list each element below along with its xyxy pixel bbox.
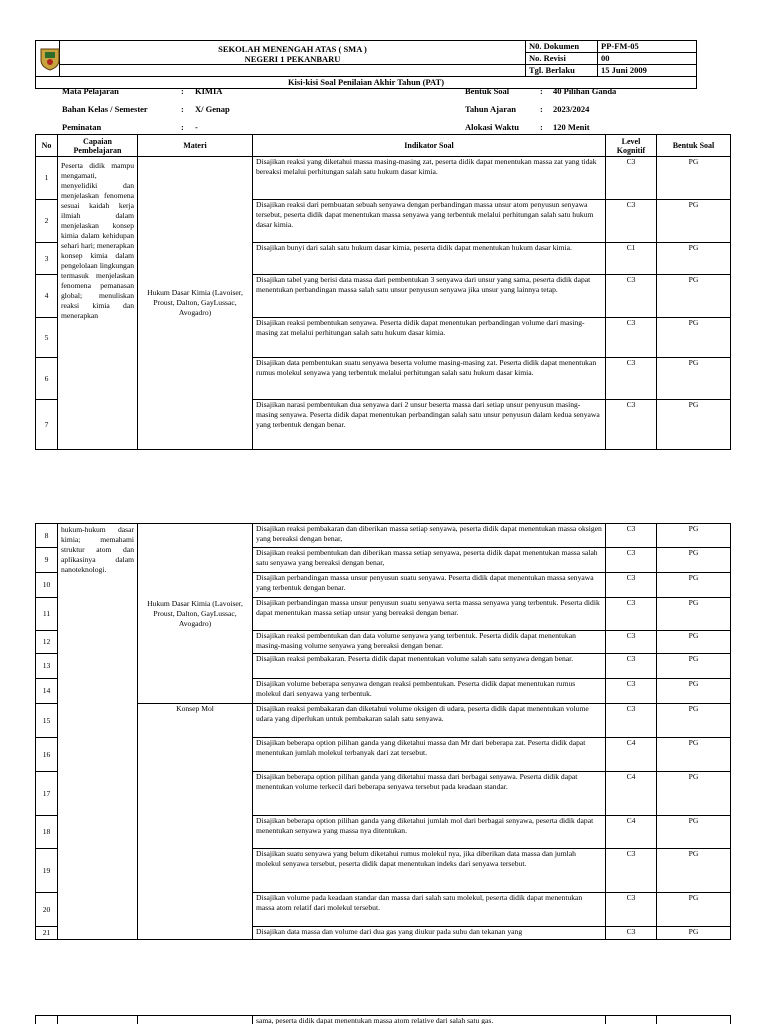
row-no: 21 xyxy=(36,927,58,940)
time-sep: : xyxy=(540,122,543,132)
level-value: C3 xyxy=(606,893,657,927)
bentuk-value: PG xyxy=(657,524,731,548)
row-no: 14 xyxy=(36,679,58,704)
grid-table-page-3 xyxy=(35,1015,731,1024)
level-value: C3 xyxy=(606,275,657,318)
bentuk-value: PG xyxy=(657,849,731,893)
row-no: 3 xyxy=(36,243,58,275)
level-value: C3 xyxy=(606,654,657,679)
page-1 xyxy=(0,0,768,470)
grid-table-page-2 xyxy=(35,523,731,940)
row-no: 1 xyxy=(36,157,58,200)
materi-konsep-mol: Konsep Mol xyxy=(138,704,253,940)
row-no: 17 xyxy=(36,772,58,816)
school-logo-cell xyxy=(36,41,60,77)
table-row xyxy=(36,1016,731,1024)
doc-no-value: PP-FM-05 xyxy=(598,41,697,53)
indikator-text: Disajikan volume beberapa senyawa dengan reaksi pembentukan. Peserta didik dapat menentukan rumus molekul dari senyawa yang terbentuk. xyxy=(253,679,606,704)
form-label: Bentuk Soal xyxy=(465,86,510,96)
row-no: 15 xyxy=(36,704,58,738)
bentuk-value: PG xyxy=(657,679,731,704)
table-row xyxy=(36,704,731,738)
row-no: 9 xyxy=(36,548,58,573)
row-no: 10 xyxy=(36,573,58,598)
time-value: 120 Menit xyxy=(553,122,590,132)
document-title: Kisi-kisi Soal Penilaian Akhir Tahun (PAT) xyxy=(36,77,697,89)
effective-date-value: 15 Juni 2009 xyxy=(598,65,697,77)
indikator-text: Disajikan beberapa option pilihan ganda yang diketahui massa dan Mr dari beberapa zat. Peserta didik dapat menentukan jumlah molekul terbanyak dari zat tersebut. xyxy=(253,738,606,772)
row-no: 16 xyxy=(36,738,58,772)
indikator-text: Disajikan reaksi pembentukan senyawa. Peserta didik dapat menentukan perbandingan volume dari masing-masing zat melalui perhitungan salah satu hukum dasar kimia. xyxy=(253,318,606,358)
level-value: C3 xyxy=(606,200,657,243)
level-value: C4 xyxy=(606,738,657,772)
school-logo-icon xyxy=(39,47,61,71)
level-value: C3 xyxy=(606,573,657,598)
level-value: C4 xyxy=(606,772,657,816)
subject-label: Mata Pelajaran xyxy=(62,86,119,96)
bentuk-value: PG xyxy=(657,772,731,816)
level-value: C3 xyxy=(606,631,657,654)
level-value: C3 xyxy=(606,318,657,358)
bentuk-value: PG xyxy=(657,400,731,450)
subject-sep: : xyxy=(181,86,184,96)
table-row xyxy=(36,157,731,200)
grid-table-page-1 xyxy=(35,134,731,450)
indikator-text: Disajikan beberapa option pilihan ganda yang diketahui massa dari berbagai senyawa. Peserta didik dapat menentukan volume terkecil dari beberapa senyawa tersebut pada keadaan standar. xyxy=(253,772,606,816)
bentuk-value: PG xyxy=(657,573,731,598)
indikator-text: Disajikan reaksi pembentukan dan data volume senyawa yang terbentuk. Peserta didik dapat menentukan masing-masing volume senyawa yang bereaksi dengan benar. xyxy=(253,631,606,654)
row-no: 2 xyxy=(36,200,58,243)
row-no: 5 xyxy=(36,318,58,358)
indikator-text: Disajikan reaksi dari pembuatan sebuah senyawa dengan perbandingan massa unsur atom penyusun senyawa tersebut, peserta didik dapat menentukan massa senyawa yang terbentuk melalui perhitungan salah satu hukum dasar kimia. xyxy=(253,200,606,243)
bentuk-value: PG xyxy=(657,275,731,318)
major-sep: : xyxy=(181,122,184,132)
bentuk-value: PG xyxy=(657,654,731,679)
indikator-text: Disajikan reaksi pembakaran dan diberikan massa setiap senyawa, peserta didik dapat menentukan massa oksigen yang bereaksi dengan benar, xyxy=(253,524,606,548)
level-value: C3 xyxy=(606,400,657,450)
bentuk-value: PG xyxy=(657,816,731,849)
indikator-text: Disajikan beberapa option pilihan ganda yang diketahui jumlah mol dari berbagai senyawa, peserta didik dapat menentukan senyawa yang massa nya ditentukan. xyxy=(253,816,606,849)
bentuk-value: PG xyxy=(657,318,731,358)
bentuk-value: PG xyxy=(657,548,731,573)
indikator-text: Disajikan perbandingan massa unsur penyusun suatu senyawa. Peserta didik dapat menentukan massa senyawa yang terbentuk dengan benar. xyxy=(253,573,606,598)
level-value: C3 xyxy=(606,927,657,940)
bentuk-value: PG xyxy=(657,157,731,200)
row-no: 18 xyxy=(36,816,58,849)
level-value: C1 xyxy=(606,243,657,275)
page-2 xyxy=(0,516,768,956)
indikator-text: Disajikan reaksi pembakaran. Peserta didik dapat menentukan volume salah satu senyawa dengan benar. xyxy=(253,654,606,679)
indikator-text: Disajikan data massa dan volume dari dua gas yang diukur pada suhu dan tekanan yang xyxy=(253,927,606,940)
revision-label: No. Revisi xyxy=(526,53,598,65)
class-value: X/ Genap xyxy=(195,104,230,114)
year-value: 2023/2024 xyxy=(553,104,590,114)
level-value: C3 xyxy=(606,548,657,573)
row-no: 6 xyxy=(36,358,58,400)
indikator-text: Disajikan data pembentukan suatu senyawa beserta volume masing-masing zat. Peserta didik dapat menentukan rumus molekul senyawa yang terbentuk melalui perhitungan salah satu hukum dasar kimia. xyxy=(253,358,606,400)
indikator-text: Disajikan volume pada keadaan standar dan massa dari salah satu molekul, peserta didik dapat menentukan massa atom relatif dari molekul tersebut. xyxy=(253,893,606,927)
indikator-text: Disajikan bunyi dari salah satu hukum dasar kimia, peserta didik dapat menentukan hukum dasar kimia. xyxy=(253,243,606,275)
indikator-text: Disajikan perbandingan massa unsur penyusun suatu senyawa serta massa senyawa yang terbentuk. Peserta didik dapat menentukan massa setiap unsur yang bereaksi dengan benar. xyxy=(253,598,606,631)
level-value: C3 xyxy=(606,704,657,738)
col-level: Level Kognitif xyxy=(606,135,657,157)
bentuk-value: PG xyxy=(657,927,731,940)
materi-hukum-dasar: Hukum Dasar Kimia (Lavoiser, Proust, Dalton, GayLussac, Avogadro) xyxy=(138,524,253,704)
learning-outcome: Peserta didik mampu mengamati, menyelidiki dan menjelaskan fenomena sesuai kaidah kerja ilmiah dalam menjelaskan konsep kimia dalam kehidupan sehari hari; menerapkan konsep kimia dalam pengelolaan lingkungan termasuk menjelaskan fenomena pemanasan global; menuliskan reaksi kimia dan menerapkan xyxy=(58,157,138,450)
level-value: C3 xyxy=(606,524,657,548)
form-sep: : xyxy=(540,86,543,96)
bentuk-value: PG xyxy=(657,200,731,243)
materi-hukum-dasar: Hukum Dasar Kimia (Lavoiser, Proust, Dalton, GayLussac, Avogadro) xyxy=(138,157,253,450)
bentuk-value: PG xyxy=(657,598,731,631)
bentuk-value: PG xyxy=(657,243,731,275)
level-value: C3 xyxy=(606,358,657,400)
row-no: 8 xyxy=(36,524,58,548)
time-label: Alokasi Waktu xyxy=(465,122,519,132)
level-value: C3 xyxy=(606,598,657,631)
class-label: Bahan Kelas / Semester xyxy=(62,104,148,114)
bentuk-value: PG xyxy=(657,631,731,654)
indikator-text: Disajikan reaksi yang diketahui massa masing-masing zat, peserta didik dapat menentukan massa zat yang tidak bereaksi melalui perhitungan salah satu hukum dasar kimia. xyxy=(253,157,606,200)
school-name: SEKOLAH MENENGAH ATAS ( SMA ) xyxy=(218,44,367,54)
row-no: 4 xyxy=(36,275,58,318)
indikator-text: Disajikan tabel yang berisi data massa dari pembentukan 3 senyawa dari unsur yang sama, peserta didik dapat menentukan perbandingan massa salah satu unsur penyusun senyawa jika unsur yang lainnya tetap. xyxy=(253,275,606,318)
indikator-text: sama, peserta didik dapat menentukan massa atom relative dari salah satu gas. xyxy=(253,1016,606,1024)
indikator-text: Disajikan suatu senyawa yang belum diketahui rumus molekul nya, jika diberikan data massa dan jumlah molekul senyawa tersebut, peserta didik dapat menentukan indeks dari senyawa tersebut. xyxy=(253,849,606,893)
bentuk-value: PG xyxy=(657,893,731,927)
bentuk-value: PG xyxy=(657,358,731,400)
table-row xyxy=(36,524,731,548)
level-value: C3 xyxy=(606,157,657,200)
major-value: - xyxy=(195,122,198,132)
bentuk-value: PG xyxy=(657,738,731,772)
learning-outcome-continued: hukum-hukum dasar kimia; memahami struktur atom dan aplikasinya dalam nanoteknologi. xyxy=(58,524,138,940)
school-branch: NEGERI 1 PEKANBARU xyxy=(244,54,341,64)
major-label: Peminatan xyxy=(62,122,102,132)
indikator-text: Disajikan narasi pembentukan dua senyawa dari 2 unsur beserta massa dari setiap unsur penyusun masing-masing senyawa. Peserta didik dapat menentukan perbandingan salah satu unsur penyusun dalam kedua senyawa yang terbentuk dengan benar. xyxy=(253,400,606,450)
row-no: 11 xyxy=(36,598,58,631)
revision-value: 00 xyxy=(598,53,697,65)
subject-value: KIMIA xyxy=(195,86,223,96)
level-value: C4 xyxy=(606,816,657,849)
row-no: 19 xyxy=(36,849,58,893)
school-name-cell xyxy=(60,41,526,65)
year-sep: : xyxy=(540,104,543,114)
col-materi: Materi xyxy=(138,135,253,157)
row-no: 12 xyxy=(36,631,58,654)
row-no: 20 xyxy=(36,893,58,927)
indikator-text: Disajikan reaksi pembakaran dan diketahui volume oksigen di udara, peserta didik dapat menentukan volume udara yang diperlukan untuk pembakaran salah satu senyawa. xyxy=(253,704,606,738)
year-label: Tahun Ajaran xyxy=(465,104,516,114)
document-header xyxy=(35,40,697,89)
row-no: 13 xyxy=(36,654,58,679)
col-bentuk: Bentuk Soal xyxy=(657,135,731,157)
form-value: 40 Pilihan Ganda xyxy=(553,86,617,96)
class-sep: : xyxy=(181,104,184,114)
page-3 xyxy=(0,1010,768,1024)
col-indikator: Indikator Soal xyxy=(253,135,606,157)
col-no: No xyxy=(36,135,58,157)
level-value: C3 xyxy=(606,679,657,704)
level-value: C3 xyxy=(606,849,657,893)
row-no: 7 xyxy=(36,400,58,450)
col-cp: Capaian Pembelajaran xyxy=(58,135,138,157)
bentuk-value: PG xyxy=(657,704,731,738)
indikator-text: Disajikan reaksi pembentukan dan diberikan massa setiap senyawa, peserta didik dapat menentukan massa salah satu senyawa yang bereaksi dengan benar, xyxy=(253,548,606,573)
effective-date-label: Tgl. Berlaku xyxy=(526,65,598,77)
doc-no-label: N0. Dokumen xyxy=(526,41,598,53)
